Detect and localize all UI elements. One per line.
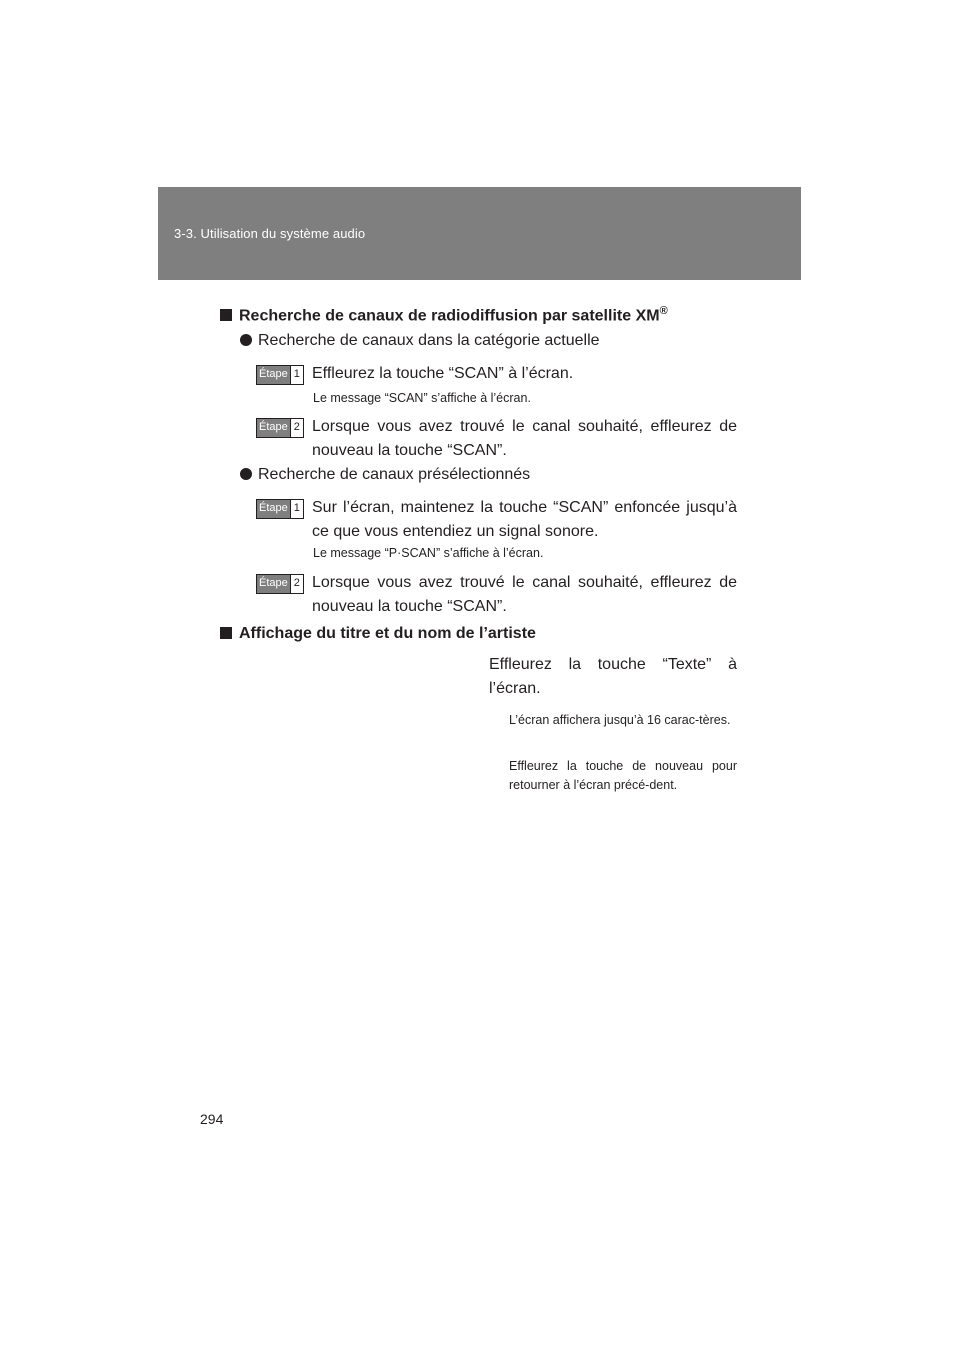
step-badge-b2 [256,574,304,594]
page-number: 294 [200,1111,224,1127]
section-heading-text: Recherche de canaux de radiodiffusion par satellite XM [239,307,660,325]
square-bullet-icon [220,309,232,321]
note-return-previous: Effleurez la touche de nouveau pour retourner à l’écran précé-dent. [509,759,737,792]
section-heading-text: Affichage du titre et du nom de l’artiste [239,625,536,642]
bullet-label: Recherche de canaux dans la catégorie actuelle [258,332,600,349]
step-badge-b1 [256,499,304,519]
bullet-label: Recherche de canaux présélectionnés [258,466,531,483]
step-badge-number: 2 [290,419,303,437]
step-badge-number: 2 [290,575,303,593]
square-bullet-icon [220,627,232,639]
registered-mark: ® [659,305,668,317]
step-badge-a1 [256,365,304,385]
step-text-a1: Effleurez la touche “SCAN” à l’écran. [312,365,574,382]
step-badge-label: Étape [257,366,290,384]
chapter-header-band [158,187,801,280]
step-text-b1: Sur l’écran, maintenez la touche “SCAN” enfoncée jusqu’à ce que vous entendiez un signal sonore. [312,499,737,540]
bullet-preset-channels [240,466,530,484]
circle-bullet-icon [240,468,252,480]
note-character-limit: L’écran affichera jusqu’à 16 carac-tères. [509,713,731,727]
bullet-current-category [240,332,600,350]
step-badge-number: 1 [290,500,303,518]
step-badge-label: Étape [257,500,290,518]
step-badge-number: 1 [290,366,303,384]
step-badge-label: Étape [257,575,290,593]
section-heading-title-artist [220,625,536,643]
step-badge-a2 [256,418,304,438]
step-note-b1: Le message “P·SCAN” s’affiche à l’écran. [313,546,544,560]
circle-bullet-icon [240,334,252,346]
step-text-b2: Lorsque vous avez trouvé le canal souhaité, effleurez de nouveau la touche “SCAN”. [312,574,737,615]
chapter-section-title: 3-3. Utilisation du système audio [174,226,366,241]
step-note-a1: Le message “SCAN” s’affiche à l’écran. [313,391,531,405]
step-badge-label: Étape [257,419,290,437]
instruction-text-button: Effleurez la touche “Texte” à l’écran. [489,656,737,697]
section-heading-xm-search [220,305,668,325]
step-text-a2: Lorsque vous avez trouvé le canal souhaité, effleurez de nouveau la touche “SCAN”. [312,418,737,459]
